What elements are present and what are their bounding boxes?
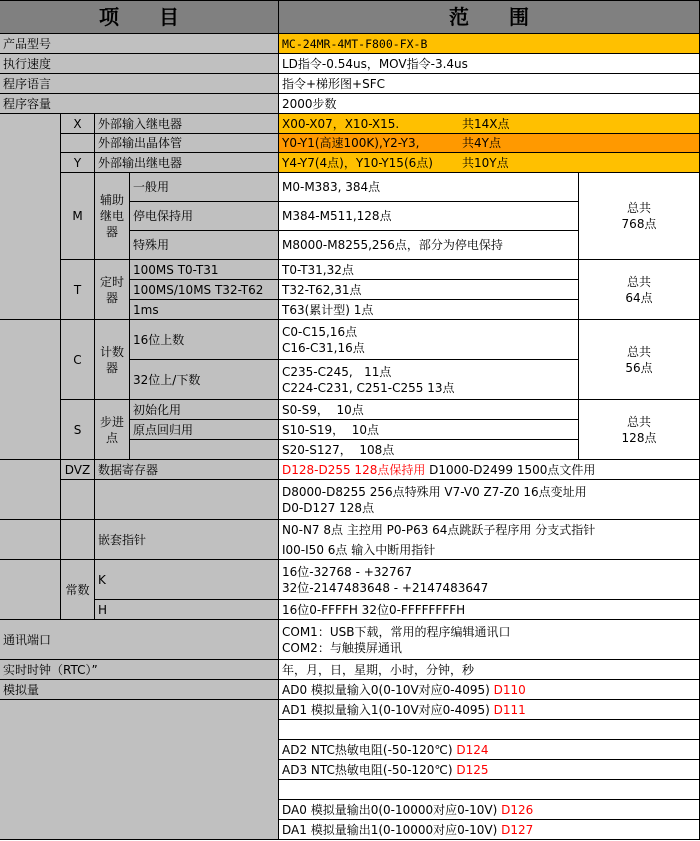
t-total-b: 64点 — [625, 290, 653, 305]
model-value: MC-24MR-4MT-F800-FX-B — [278, 33, 700, 54]
capacity-value: 2000步数 — [278, 93, 700, 114]
constant-k-value — [278, 559, 700, 600]
analog-register: D124 — [456, 742, 489, 757]
analog-register: D126 — [501, 802, 534, 817]
t-total-a: 总共 — [626, 274, 651, 289]
t-code: T — [60, 259, 95, 320]
c-value-1b: C224-C231, C251-C255 13点 — [282, 380, 455, 395]
language-label: 程序语言 — [0, 73, 279, 94]
analog-item — [278, 759, 700, 780]
blank-cell — [60, 519, 95, 560]
analog-desc: DA0 模拟量输出0(0-10000对应0-10V) — [282, 802, 502, 817]
analog-desc: AD1 模拟量输入1(0-10V对应0-4095) — [282, 702, 494, 717]
c-group: 计数器 — [94, 319, 130, 400]
pointer-label: 嵌套指针 — [94, 519, 279, 560]
x-value — [278, 113, 700, 134]
speed-value: LD指令-0.54us，MOV指令-3.4us — [278, 53, 700, 74]
m-value-1: M384-M511,128点 — [278, 201, 579, 231]
constant-h: H — [94, 599, 279, 620]
c-value-1a: C235-C245, 11点 — [282, 364, 392, 379]
c-value-1 — [278, 359, 579, 400]
x-code: X — [60, 113, 95, 134]
header-range: 范围 — [278, 0, 700, 34]
c-code: C — [60, 319, 95, 400]
pointer-value-b: I00-I50 6点 输入中断用指针 — [282, 542, 436, 557]
analog-item — [278, 739, 700, 760]
m-total-a: 总共 — [626, 201, 651, 215]
y-transistor-value — [278, 133, 700, 153]
dvz-code: DVZ — [60, 459, 95, 480]
group-block — [0, 459, 61, 520]
t-value-2: T63(累计型) 1点 — [278, 299, 579, 320]
c-value-0 — [278, 319, 579, 360]
s-code: S — [60, 399, 95, 460]
rtc-label: 实时时钟（RTC）” — [0, 659, 279, 680]
dvz-value — [278, 459, 700, 480]
analog-label: 模拟量 — [0, 679, 279, 700]
analog-desc: AD3 NTC热敏电阻(-50-120℃) — [282, 762, 457, 777]
analog-register: D125 — [456, 762, 489, 777]
blank-cell — [0, 519, 61, 560]
s-value-0: S0-S9， 10点 — [278, 399, 579, 420]
group-block — [0, 319, 61, 460]
m-value-0: M0-M383, 384点 — [278, 172, 579, 202]
blank-cell — [278, 719, 700, 740]
y-transistor-range: Y0-Y1(高速100K),Y2-Y3, — [282, 136, 420, 150]
analog-item — [278, 679, 700, 700]
c-label-1: 32位上/下数 — [129, 359, 279, 400]
t-group: 定时器 — [94, 259, 130, 320]
t-value-0: T0-T31,32点 — [278, 259, 579, 280]
dvz-special: D8000-D8255 256点特殊用 V7-V0 Z7-Z0 16点变址用 — [282, 484, 587, 499]
dvz-label: 数据寄存器 — [94, 459, 279, 480]
header-item: 项目 — [0, 0, 279, 34]
comm-value — [278, 619, 700, 660]
x-label: 外部输入继电器 — [94, 113, 279, 134]
group-block — [0, 113, 61, 320]
c-value-0b: C16-C31,16点 — [282, 340, 365, 355]
s-group: 步进点 — [94, 399, 130, 460]
m-label-2: 特殊用 — [129, 230, 279, 260]
s-label-2 — [129, 439, 279, 460]
k-16bit: 16位-32768 - +32767 — [282, 564, 412, 579]
t-value-1: T32-T62,31点 — [278, 279, 579, 300]
s-value-1: S10-S19， 10点 — [278, 419, 579, 440]
blank-cell — [0, 699, 279, 840]
constant-label: 常数 — [60, 559, 95, 620]
y-transistor-total: 共4Y点 — [462, 136, 501, 150]
analog-item — [278, 819, 700, 840]
dvz-retained-range: D128-D255 128点保持用 — [282, 462, 426, 477]
constant-k: K — [94, 559, 279, 600]
com2: COM2：与触摸屏通讯 — [282, 640, 402, 655]
analog-item — [278, 699, 700, 720]
y-relay-label: 外部输出继电器 — [94, 152, 279, 173]
m-label-0: 一般用 — [129, 172, 279, 202]
dvz-value-2 — [278, 479, 700, 520]
analog-desc: AD0 模拟量输入0(0-10V对应0-4095) — [282, 682, 494, 697]
y-relay-range: Y4-Y7(4点)，Y10-Y15(6点) — [282, 155, 433, 170]
y-relay-value — [278, 152, 700, 173]
pointer-value-a: N0-N7 8点 主控用 P0-P63 64点跳跃子程序用 分支式指针 — [282, 522, 596, 537]
language-value: 指令+梯形图+SFC — [278, 73, 700, 94]
s-label-0: 初始化用 — [129, 399, 279, 420]
y-relay-total: 共10Y点 — [462, 155, 509, 170]
s-label-1: 原点回归用 — [129, 419, 279, 440]
dvz-file-range: D1000-D2499 1500点文件用 — [425, 462, 596, 477]
blank-cell — [278, 779, 700, 800]
blank-cell — [94, 479, 279, 520]
t-label-2: 1ms — [129, 299, 279, 320]
m-value-2: M8000-M8255,256点，部分为停电保持 — [278, 230, 579, 260]
s-total-a: 总共 — [626, 414, 651, 429]
analog-item — [278, 799, 700, 820]
com1: COM1：USB下载，常用的程序编辑通讯口 — [282, 624, 511, 639]
blank-cell — [0, 559, 61, 620]
analog-register: D111 — [493, 702, 526, 717]
m-total-b: 768点 — [621, 217, 657, 231]
t-label-1: 100MS/10MS T32-T62 — [129, 279, 279, 300]
c-label-0: 16位上数 — [129, 319, 279, 360]
speed-label: 执行速度 — [0, 53, 279, 74]
s-value-2: S20-S127， 108点 — [278, 439, 579, 460]
c-total-a: 总共 — [626, 344, 651, 359]
x-total: 共14X点 — [462, 116, 510, 131]
c-value-0a: C0-C15,16点 — [282, 324, 358, 339]
s-total-b: 128点 — [621, 430, 657, 445]
capacity-label: 程序容量 — [0, 93, 279, 114]
t-total — [578, 259, 700, 320]
m-total — [578, 172, 700, 260]
rtc-value: 年，月，日，星期，小时，分钟，秒 — [278, 659, 700, 680]
model-label: 产品型号 — [0, 33, 279, 54]
t-label-0: 100MS T0-T31 — [129, 259, 279, 280]
constant-h-value: 16位0-FFFFH 32位0-FFFFFFFFH — [278, 599, 700, 620]
m-code: M — [60, 172, 95, 260]
m-group: 辅助继电器 — [94, 172, 130, 260]
blank-cell — [60, 479, 95, 520]
comm-label: 通讯端口 — [0, 619, 279, 660]
c-total-b: 56点 — [625, 360, 653, 375]
analog-register: D127 — [501, 822, 534, 837]
s-total — [578, 399, 700, 460]
c-total — [578, 319, 700, 400]
analog-desc: DA1 模拟量输出1(0-10000对应0-10V) — [282, 822, 502, 837]
analog-desc: AD2 NTC热敏电阻(-50-120℃) — [282, 742, 457, 757]
x-range: X00-X07，X10-X15. — [282, 116, 400, 131]
y-code: Y — [60, 152, 95, 173]
dvz-general: D0-D127 128点 — [282, 500, 375, 515]
analog-register: D110 — [493, 682, 526, 697]
m-label-1: 停电保持用 — [129, 201, 279, 231]
pointer-value — [278, 519, 700, 560]
k-32bit: 32位-2147483648 - +2147483647 — [282, 580, 489, 595]
blank-cell — [60, 133, 95, 153]
y-transistor-label: 外部输出晶体管 — [94, 133, 279, 153]
